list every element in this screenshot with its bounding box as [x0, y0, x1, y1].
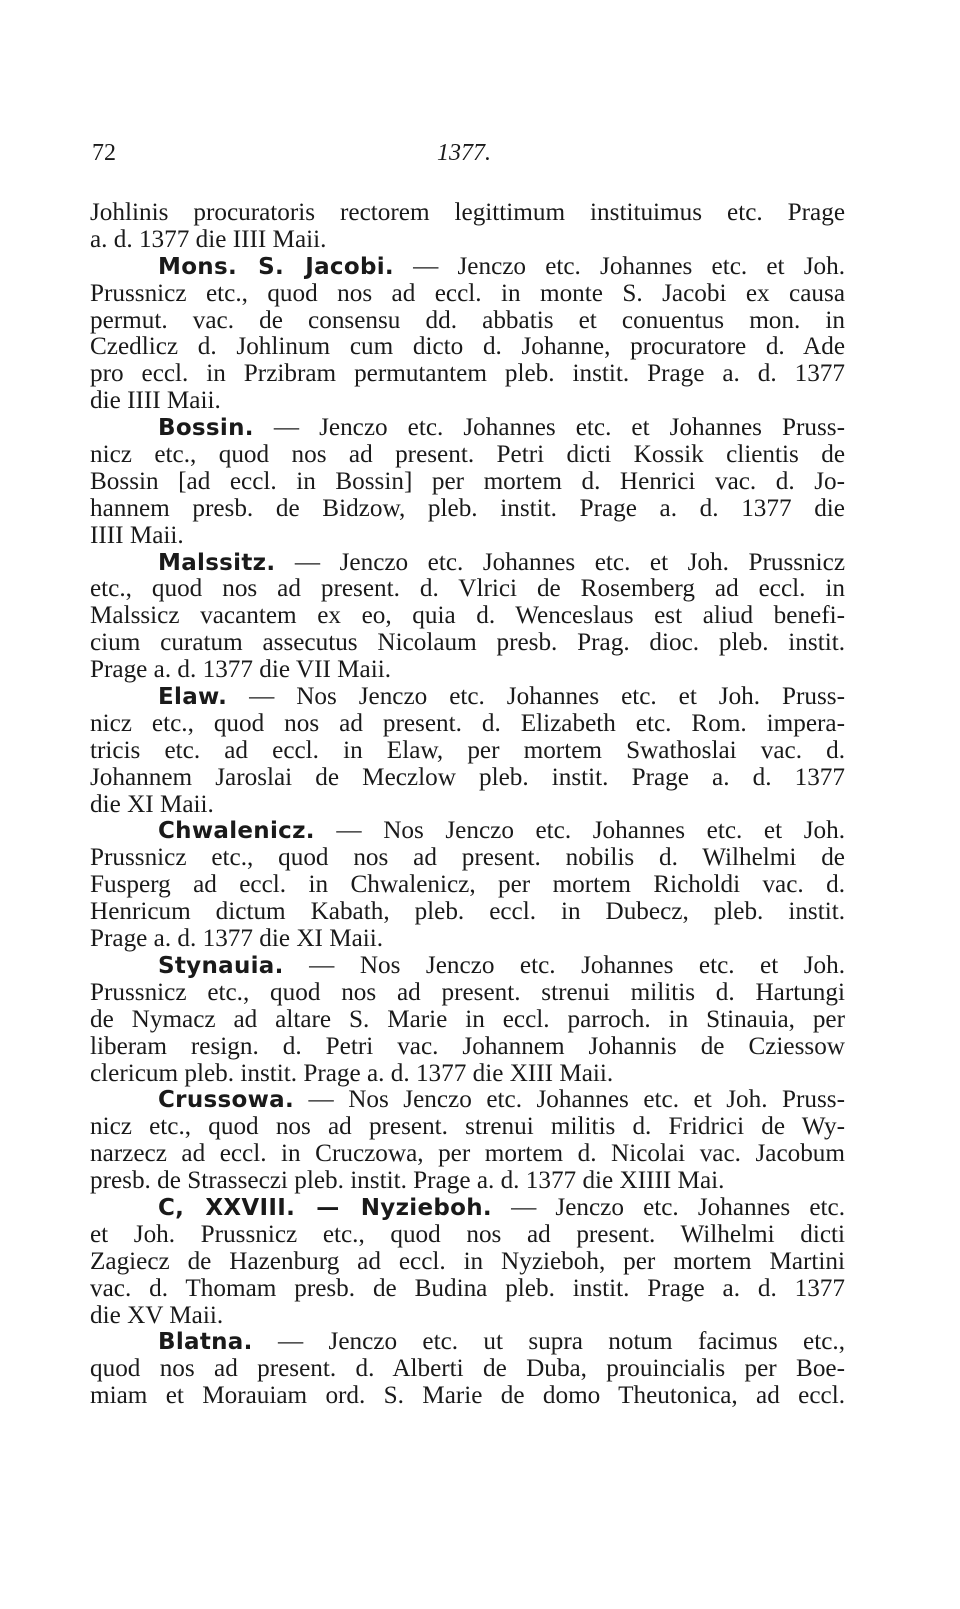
text-line [90, 281, 845, 308]
line-text: — Nos Jenczo etc. Johannes etc. et Joh. [314, 818, 845, 845]
text-line [90, 711, 845, 738]
text-line [90, 1141, 845, 1168]
line-text: IIII Maii. [90, 522, 184, 549]
entry-heading: Stynauia. [158, 952, 284, 979]
text-line [90, 1303, 845, 1330]
line-text: permut. vac. de consensu dd. abbatis et conuentus mon. in [90, 307, 845, 334]
line-text: narzecz ad eccl. in Cruczowa, per mortem d. Nicolai vac. Jacobum [90, 1141, 845, 1168]
entry-first-line [90, 1195, 845, 1222]
line-text: — Jenczo etc. ut supra notum facimus etc., [252, 1329, 845, 1356]
line-text: die IIII Maii. [90, 388, 221, 415]
line-text: — Jenczo etc. Johannes etc. [491, 1194, 845, 1221]
page-header [92, 140, 852, 170]
line-text: pro eccl. in Przibram permutantem pleb. instit. Prage a. d. 1377 [90, 361, 845, 388]
line-text: nicz etc., quod nos ad present. d. Elizabeth etc. Rom. impera- [90, 710, 845, 737]
entry-first-line [90, 953, 845, 980]
line-text: liberam resign. d. Petri vac. Johannem Johannis de Cziessow [90, 1033, 845, 1060]
entry-heading: Malssitz. [158, 549, 276, 576]
line-text: — Nos Jenczo etc. Johannes etc. et Joh. Pruss- [227, 684, 845, 711]
entry-heading: Mons. S. Jacobi. [158, 253, 394, 280]
text-line [90, 576, 845, 603]
line-text: die XI Maii. [90, 791, 214, 818]
text-line [90, 1222, 845, 1249]
text-line [90, 980, 845, 1007]
line-text: — Jenczo etc. Johannes etc. et Johannes Pruss- [253, 415, 845, 442]
line-text: etc., quod nos ad present. d. Vlrici de Rosemberg ad eccl. in [90, 576, 845, 603]
entry-first-line [90, 818, 845, 845]
line-text: Fusperg ad eccl. in Chwalenicz, per mortem Richoldi vac. d. [90, 872, 845, 899]
line-text: clericum pleb. instit. Prage a. d. 1377 die XIII Maii. [90, 1060, 614, 1087]
text-line [90, 200, 845, 227]
text-line [90, 308, 845, 335]
text-line [90, 469, 845, 496]
line-text: die XV Maii. [90, 1302, 224, 1329]
text-line [90, 523, 845, 550]
entry-first-line [90, 415, 845, 442]
line-text: nicz etc., quod nos ad present. strenui militis d. Fridrici de Wy- [90, 1114, 845, 1141]
line-text: Henricum dictum Kabath, pleb. eccl. in Dubecz, pleb. instit. [90, 899, 845, 926]
text-line [90, 442, 845, 469]
text-line [90, 1061, 845, 1088]
text-line [90, 1276, 845, 1303]
text-line [90, 765, 845, 792]
line-text: Prussnicz etc., quod nos ad present. strenui militis d. Hartungi [90, 979, 845, 1006]
line-text: — Jenczo etc. Johannes etc. et Joh. Prussnicz [275, 549, 845, 576]
line-text: Czedlicz d. Johlinum cum dicto d. Johanne, procuratore d. Ade [90, 334, 845, 361]
text-line [90, 388, 845, 415]
text-line [90, 1007, 845, 1034]
line-text: Zagiecz de Hazenburg ad eccl. in Nyzieboh, per mortem Martini [90, 1248, 845, 1275]
text-line [90, 1356, 845, 1383]
line-text: Johlinis procuratoris rectorem legittimum instituimus etc. Prage [90, 200, 845, 226]
entry-first-line [90, 254, 845, 281]
text-line [90, 872, 845, 899]
text-line [90, 334, 845, 361]
entry-heading: Chwalenicz. [158, 818, 315, 845]
text-line [90, 630, 845, 657]
body-text [90, 200, 845, 1410]
line-text: et Joh. Prussnicz etc., quod nos ad present. Wilhelmi dicti [90, 1221, 845, 1248]
line-text: hannem presb. de Bidzow, pleb. instit. Prage a. d. 1377 die [90, 495, 845, 522]
page-number: 72 [92, 140, 116, 166]
line-text: vac. d. Thomam presb. de Budina pleb. instit. Prage a. d. 1377 [90, 1275, 845, 1302]
line-text: Bossin [ad eccl. in Bossin] per mortem d. Henrici vac. d. Jo- [90, 468, 845, 495]
text-line [90, 361, 845, 388]
line-text: Prage a. d. 1377 die VII Maii. [90, 657, 392, 684]
text-line [90, 926, 845, 953]
line-text: de Nymacz ad altare S. Marie in eccl. parroch. in Stinauia, per [90, 1006, 845, 1033]
text-line [90, 899, 845, 926]
line-text: Prussnicz etc., quod nos ad present. nobilis d. Wilhelmi de [90, 845, 845, 872]
entry-heading: Blatna. [158, 1329, 253, 1356]
entry-heading: Bossin. [158, 415, 254, 442]
text-line [90, 738, 845, 765]
line-text: — Jenczo etc. Johannes etc. et Joh. [393, 253, 845, 280]
entry-heading: Elaw. [158, 684, 228, 711]
line-text: — Nos Jenczo etc. Johannes etc. et Joh. Pruss- [293, 1087, 845, 1114]
line-text: Prussnicz etc., quod nos ad eccl. in monte S. Jacobi ex causa [90, 280, 845, 307]
entry-first-line [90, 1087, 845, 1114]
line-text: Johannem Jaroslai de Meczlow pleb. instit. Prage a. d. 1377 [90, 764, 845, 791]
text-line [90, 1114, 845, 1141]
text-line [90, 845, 845, 872]
line-text: tricis etc. ad eccl. in Elaw, per mortem Swathoslai vac. d. [90, 737, 845, 764]
line-text: nicz etc., quod nos ad present. Petri dicti Kossik clientis de [90, 442, 845, 469]
line-text: — Nos Jenczo etc. Johannes etc. et Joh. [283, 952, 845, 979]
entry-heading: C, XXVIII. — Nyzieboh. [158, 1194, 492, 1221]
entry-first-line [90, 684, 845, 711]
text-line [90, 227, 845, 254]
line-text: quod nos ad present. d. Alberti de Duba, prouincialis per Boe- [90, 1356, 845, 1383]
line-text: miam et Morauiam ord. S. Marie de domo Theutonica, ad eccl. [90, 1383, 845, 1410]
text-line [90, 1168, 845, 1195]
text-line [90, 1034, 845, 1061]
text-line [90, 496, 845, 523]
line-text: a. d. 1377 die IIII Maii. [90, 226, 327, 253]
text-line [90, 657, 845, 684]
entry-heading: Crussowa. [158, 1087, 294, 1114]
line-text: cium curatum assecutus Nicolaum presb. Prag. dioc. pleb. instit. [90, 630, 845, 657]
line-text: Prage a. d. 1377 die XI Maii. [90, 926, 384, 953]
running-head-year: 1377. [437, 140, 491, 166]
line-text: presb. de Strasseczi pleb. instit. Prage a. d. 1377 die XIIII Mai. [90, 1168, 725, 1195]
text-line [90, 1383, 845, 1410]
text-line [90, 1249, 845, 1276]
entry-first-line [90, 550, 845, 577]
entry-first-line [90, 1329, 845, 1356]
text-line [90, 603, 845, 630]
text-line [90, 792, 845, 819]
line-text: Malssicz vacantem ex eo, quia d. Wenceslaus est aliud benefi- [90, 603, 845, 630]
